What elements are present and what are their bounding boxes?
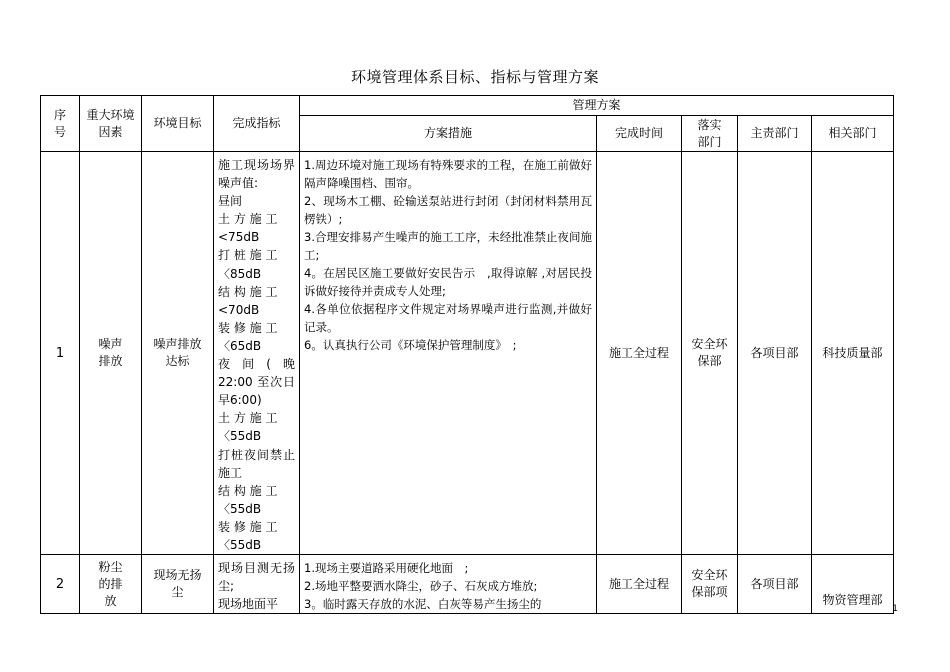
index-line: 打桩夜间禁止施工 <box>218 447 295 480</box>
header-factor: 重大环境因素 <box>80 96 142 152</box>
index-line: 结 构 施 工 <box>218 284 278 299</box>
measure-item: 6。认真执行公司《环境保护管理制度》 ; <box>304 338 517 352</box>
index-line: 〈55dB <box>218 537 262 552</box>
header-implement: 落实部门 <box>682 116 738 152</box>
index-line: 〈55dB <box>218 429 262 444</box>
index-line: 〈55dB <box>218 501 262 516</box>
row-time: 施工全过程 <box>597 555 682 614</box>
index-line: 土 方 施 工 <box>218 212 278 227</box>
measure-item: 1.周边环境对施工现场有特殊要求的工程，在施工前做好隔声降噪围档、围帘。 <box>304 158 592 190</box>
row-factor: 粉尘的排放 <box>80 555 142 614</box>
index-line: <70dB <box>218 302 260 317</box>
row-measures <box>300 152 597 555</box>
index-line: 现场目测无扬尘; <box>218 561 295 594</box>
index-line: 〈65dB <box>218 338 262 353</box>
index-line: 现场地面平 <box>218 597 279 612</box>
measure-item: 4.各单位依据程序文件规定对场界噪声进行监测,并做好记录。 <box>304 302 592 334</box>
index-line: 施工现场场界噪声值: <box>218 158 295 191</box>
header-responsible: 主责部门 <box>738 116 812 152</box>
measure-item: 2、现场木工棚、砼输送泵站进行封闭（封闭材料禁用瓦楞铁）; <box>304 194 592 226</box>
header-target: 环境目标 <box>142 96 214 152</box>
row-implement: 安全环保部 <box>682 152 738 555</box>
row-index <box>214 152 300 555</box>
measure-item: 1.现场主要道路采用硬化地面 ; <box>304 561 469 576</box>
row-seq: 1 <box>41 152 80 555</box>
row-related: 物资管理部 <box>812 555 894 614</box>
page-number: 1 <box>892 604 898 614</box>
index-line: <75dB <box>218 230 260 245</box>
row-responsible: 各项目部 <box>738 152 812 555</box>
row-seq: 2 <box>41 555 80 614</box>
measure-item: 4。在居民区施工要做好安民告示 ,取得谅解 ,对居民投诉做好接待并责成专人处理; <box>304 266 592 298</box>
header-row-1 <box>41 96 894 116</box>
row-related: 科技质量部 <box>812 152 894 555</box>
measure-item: 3.合理安排易产生噪声的施工工序，未经批准禁止夜间施工; <box>304 230 592 262</box>
row-responsible: 各项目部 <box>738 555 812 614</box>
index-line: 结 构 施 工 <box>218 483 278 498</box>
row-implement: 安全环保部项 <box>682 555 738 614</box>
header-seq: 序号 <box>41 96 80 152</box>
table-row <box>41 152 894 555</box>
measure-item: 3。临时露天存放的水泥、白灰等易产生扬尘的 <box>304 597 542 612</box>
index-line: 夜间(晚 22:00 至次日早6:00) <box>218 357 295 408</box>
header-related: 相关部门 <box>812 116 894 152</box>
document-title: 环境管理体系目标、指标与管理方案 <box>350 68 599 86</box>
header-measures: 方案措施 <box>300 116 597 152</box>
header-index: 完成指标 <box>214 96 300 152</box>
index-line: 〈85dB <box>218 266 262 281</box>
measure-item: 2.场地平整要洒水降尘，砂子、石灰成方堆放; <box>304 579 538 594</box>
row-measures <box>300 555 597 614</box>
table-row <box>41 555 894 614</box>
index-line: 装 修 施 工 <box>218 519 278 534</box>
index-line: 昼间 <box>218 194 243 209</box>
row-time: 施工全过程 <box>597 152 682 555</box>
header-time: 完成时间 <box>597 116 682 152</box>
row-target: 噪声排放达标 <box>142 152 214 555</box>
row-target: 现场无扬尘 <box>142 555 214 614</box>
index-line: 土 方 施 工 <box>218 411 278 426</box>
row-factor: 噪声排放 <box>80 152 142 555</box>
index-line: 打 桩 施 工 <box>218 248 278 263</box>
header-plan: 管理方案 <box>300 96 894 116</box>
index-line: 装 修 施 工 <box>218 320 278 335</box>
management-plan-table <box>40 95 894 614</box>
row-index <box>214 555 300 614</box>
